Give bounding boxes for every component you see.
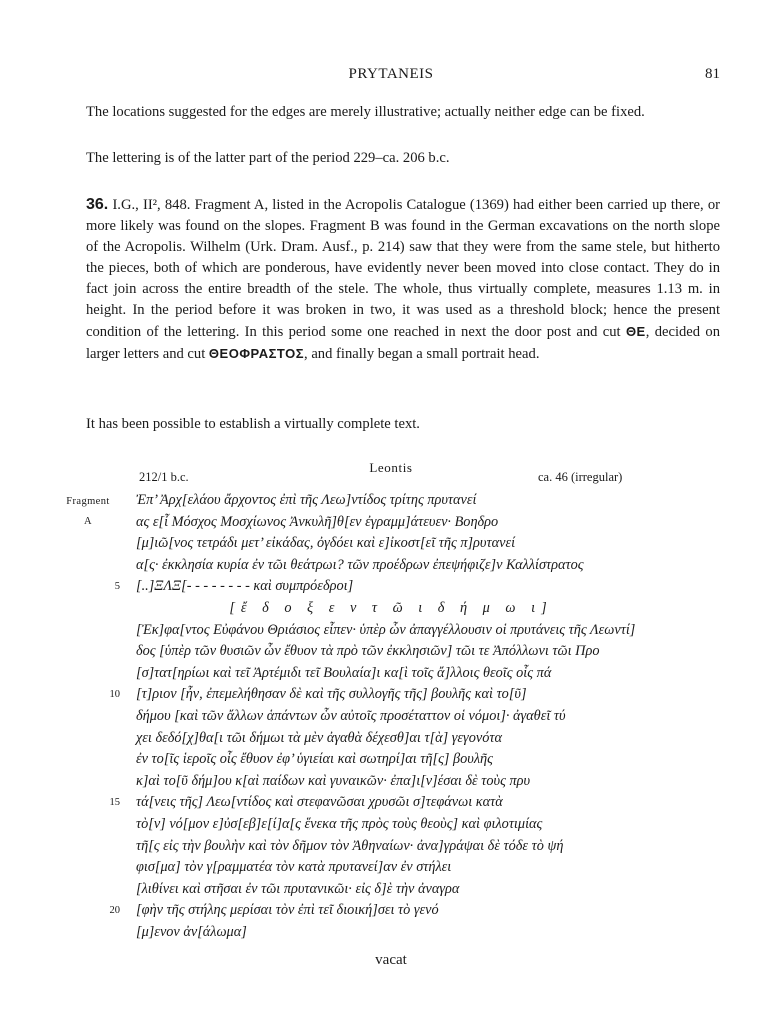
inscription-stoichedon: ca. 46 (irregular) [538,470,623,484]
fragment-label [60,492,116,532]
entry-text-mid: , decided on larger letters and cut [86,324,720,362]
paragraph-text: It has been possible to establish a virtually complete text. [86,416,420,432]
inscription-line [136,643,600,665]
inscription-line [136,816,542,838]
inscription-line [136,578,353,600]
inscription-date: 212/1 b.c. [139,470,189,484]
line-number: 5 [114,581,120,593]
inscription-line-text: [λιθίνει καὶ στῆσαι ἐν τῶι πρυτανικῶι· εἰς δ]ὲ τὴν ἀναγρα [136,880,460,897]
inscription-line-text: φισ[μα] τὸν γ[ραμματέα τὸν κατὰ πρυτανεί]αν ἐν στήλει [136,859,452,876]
inscription-line-text: τά[νεις τῆς] Λεω[ντίδος καὶ στεφανῶσαι χρυσῶι σ]τεφάνωι κατὰ [136,794,503,811]
inscription-line-text: [μ]ενον ἀν[άλωμα] [136,924,247,940]
inscription-line [0,600,782,622]
inscription-line-text: χει δεδό[χ]θα[ι τῶι δήμωι τὰ μὲν ἀγαθὰ δέχεσθ]αι τ[ὰ] γεγονότα [136,729,502,746]
inscribed-name-theophrastos: ΘΕΟΦΡΑΣΤΟΣ [208,346,305,361]
inscription-line [136,881,459,903]
inscription-line [136,902,439,924]
page-number: 81 [705,66,720,82]
entry-text: I.G., II², 848. Fragment A, listed in the Acropolis Catalogue (1369) had either been carried up there, or more likely was found on the slopes. Fragment B was found in the German excavations on the north slope of the Acropolis. Wilhelm (Urk. Dram. Ausf., p. 214) saw that they were from the same stele, but hitherto the pieces, both of which are ponderous, have evidently never been moved into close contact. They do in fact join across the entire breadth of the stele. The whole, thus virtually complete, measures 1.13 m. in height. In the period before it was broken in two, it was used as a threshold block; hence the present condition of the lettering. In this period some one reached in next the door post and cut [86,197,720,340]
inscription-line [136,686,527,708]
running-head: PRYTANEIS [348,66,434,82]
inscription-line-text: ἐν το[ῖς ἱεροῖς οἷς ἔθυον ἐφ’ ὑγιείαι καὶ σωτηρί]αι τῆ[ς] βουλῆς [136,751,493,768]
fragment-label-text: Fragment [66,496,110,507]
inscription-line-text: [Ἐκ]φα[ντος Εὐφάνου Θριάσιος εἶπεν· ὑπὲρ ὧν ἀπαγγέλλουσιν οἱ πρυτάνεις τῆς Λεωντί] [136,621,636,638]
inscription-line [136,859,451,881]
inscription-line-text: κ]αὶ το[ῦ δήμ]ου κ[αὶ παίδων καὶ γυναικῶν· ἐπα]ι[ν]έσαι δὲ τοὺς πρυ [136,772,531,789]
inscription-line [136,535,515,557]
paragraph-text: The locations suggested for the edges are merely illustrative; actually neither edge can be fixed. [86,104,645,120]
inscription-line-text: δήμου [καὶ τῶν ἄλλων ἁπάντων ὧν αὐτοῖς προσέταττον οἱ νόμοι]· ἀγαθεῖ τύ [136,708,566,724]
inscription-line [136,751,493,773]
inscription-tribe: Leontis [369,460,413,475]
inscription-line-text: [τ]ριον [ἦν, ἐπεμελήθησαν δὲ καὶ τῆς συλλογῆς τῆς] βουλῆς καὶ το[ῦ] [136,686,527,703]
inscription-line [136,622,635,644]
inscription-line-text: [μ]ιῶ[νος τετράδι μετ’ εἰκάδας, ὀγδόει καὶ ε]ἰκοστ[εῖ τῆς π]ρυτανεί [136,535,516,552]
inscription-line-text: δος [ὑπὲρ τῶν θυσιῶν ὧν ἔθυον τὰ πρὸ τῶν ἐκκλησιῶν] τῶι τε Ἀπόλλωνι τῶι Προ [136,643,600,660]
inscription-line-text: ας ε[ἶ Μόσχος Μοσχίωνος Ἀνκυλῆ]θ[εν ἐγραμμ]άτευεν· Βοηδρο [136,513,499,530]
inscription-line [136,730,502,752]
paragraph-lettering [86,148,720,169]
inscription-line [136,514,498,536]
inscription-line-text: [σ]τατ[ηρίωι καὶ τεῖ Ἀρτέμιδι τεῖ Βουλαία]ι κα[ὶ τοῖς ἄ]λλοις θεοῖς οἷς πά [136,664,552,681]
line-number: 10 [109,689,120,701]
vacat-note: vacat [375,952,407,968]
line-number: 15 [109,797,120,809]
inscribed-letters-the: ΘΕ [625,324,646,339]
inscription-line [136,492,477,514]
inscription-line [136,708,566,730]
paragraph-text: The lettering is of the latter part of the period 229–ca. 206 b.c. [86,150,450,166]
paragraph-text-note [86,414,720,435]
inscription-line [136,665,551,687]
inscription-line [136,794,503,816]
inscription-line-text: τὸ[ν] νό[μον ε]ὐσ[εβ]ε[ί]α[ς ἕνεκα τῆς πρὸς τοὺς θεοὺς] καὶ φιλοτιμίας [136,816,543,832]
inscription-line [136,773,530,795]
inscription-line-text: τῆ[ς εἰς τὴν βουλὴν καὶ τὸν δῆμον τὸν Ἀθηναίων· ἀνα]γράψαι δὲ τόδε τὸ ψή [136,837,564,854]
inscription-line-text: [ἔ δ ο ξ ε ν τ ῶ ι δ ή μ ω ι] [229,600,553,616]
inscription-line-text: α[ς· ἐκκλησία κυρία ἐν τῶι θεάτρωι? τῶν προέδρων ἐπεψήφιζε]ν Καλλίστρατος [136,556,584,573]
entry-number: 36. [86,196,109,213]
inscription-line-text: Ἐπ’ Ἀρχ[ελάου ἄρχοντος ἐπὶ τῆς Λεω]ντίδος τρίτης πρυτανεί [136,492,477,508]
inscription-line-text: [..]ΞΛΞ[- - - - - - - - καὶ συμπρόεδροι] [136,578,354,595]
inscription-line [136,838,563,860]
fragment-id: A [84,516,92,527]
entry-36 [86,194,720,365]
inscription-header [0,458,782,488]
paragraph-edges [86,102,720,123]
inscription-line [136,557,584,579]
line-number: 20 [109,905,120,917]
inscription-line [136,924,247,946]
inscription-line-text: [φὴν τῆς στήλης μερίσαι τὸν ἐπὶ τεῖ διοική]σει τὸ γενό [136,902,439,919]
entry-text-end: , and finally began a small portrait head. [304,346,540,362]
